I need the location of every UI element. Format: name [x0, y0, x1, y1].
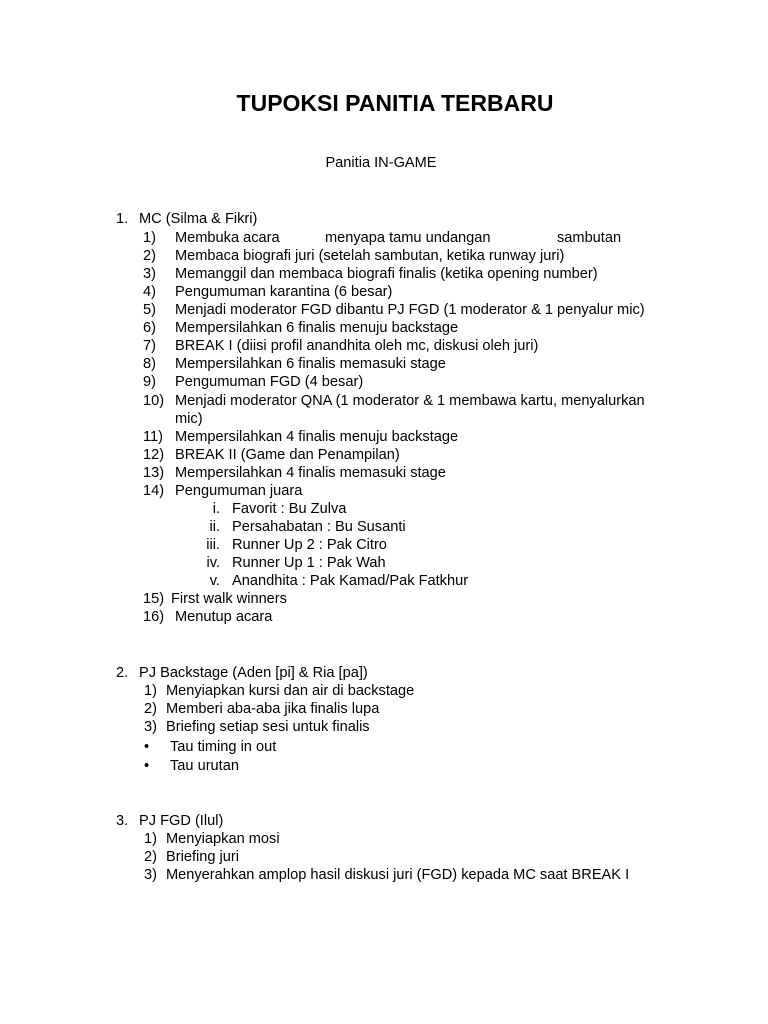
item-text: menyapa tamu undangan	[325, 230, 491, 246]
item-number: 3)	[144, 867, 157, 883]
item-number: 11)	[143, 429, 164, 445]
item-text: Pengumuman FGD (4 besar)	[175, 374, 364, 390]
item-number: 14)	[143, 483, 165, 499]
subitem-number: iii.	[206, 537, 220, 553]
item-text: Mempersilahkan 4 finalis menuju backstage	[175, 429, 459, 445]
item-text: Menyiapkan kursi dan air di backstage	[166, 683, 415, 699]
item-text: Pengumuman karantina (6 besar)	[175, 284, 393, 300]
item-number: 6)	[143, 320, 156, 336]
subitem-text: Anandhita : Pak Kamad/Pak Fatkhur	[232, 573, 469, 589]
item-number: 10)	[143, 393, 165, 409]
item-text: Menutup acara	[175, 609, 273, 625]
item-number: 3)	[143, 266, 156, 282]
section-heading: PJ FGD (Ilul)	[139, 813, 224, 829]
item-text: Menjadi moderator QNA (1 moderator & 1 membawa kartu, menyalurkan	[175, 393, 645, 409]
item-number: 16)	[143, 609, 165, 625]
item-number: 12)	[143, 447, 165, 463]
section-number: 2.	[116, 665, 129, 681]
item-text: Membuka acara	[175, 230, 280, 246]
bullet-icon: •	[144, 758, 150, 774]
item-number: 2)	[144, 849, 157, 865]
item-number: 13)	[143, 465, 165, 481]
item-text: Pengumuman juara	[175, 483, 303, 499]
item-text: Mempersilahkan 6 finalis menuju backstage	[175, 320, 459, 336]
item-text: Briefing juri	[166, 849, 239, 865]
subitem-number: v.	[209, 573, 220, 589]
item-text: Mempersilahkan 4 finalis memasuki stage	[175, 465, 446, 481]
item-text: First walk winners	[171, 591, 287, 607]
item-number: 7)	[143, 338, 156, 354]
subitem-number: ii.	[209, 519, 220, 535]
item-number: 15)	[143, 591, 165, 607]
item-text: Menyerahkan amplop hasil diskusi juri (FGD) kepada MC saat BREAK I	[166, 867, 630, 883]
item-text: Menyiapkan mosi	[166, 831, 280, 847]
item-number: 1)	[144, 683, 157, 699]
item-text: BREAK I (diisi profil anandhita oleh mc, diskusi oleh juri)	[175, 338, 539, 354]
section-heading: MC (Silma & Fikri)	[139, 211, 258, 227]
item-number: 8)	[143, 356, 156, 372]
section-number: 1.	[116, 211, 129, 227]
item-text: BREAK II (Game dan Penampilan)	[175, 447, 400, 463]
item-text: sambutan	[557, 230, 622, 246]
item-number: 1)	[143, 230, 156, 246]
bullet-icon: •	[144, 739, 150, 755]
item-text: Briefing setiap sesi untuk finalis	[166, 719, 370, 735]
item-number: 4)	[143, 284, 156, 300]
subitem-text: Runner Up 2 : Pak Citro	[232, 537, 387, 553]
bullet-text: Tau urutan	[170, 758, 239, 774]
subitem-number: iv.	[206, 555, 220, 571]
item-number: 9)	[143, 374, 156, 390]
item-text: Menjadi moderator FGD dibantu PJ FGD (1 moderator & 1 penyalur mic)	[175, 302, 645, 318]
item-text: Membaca biografi juri (setelah sambutan, ketika runway juri)	[175, 248, 565, 264]
item-number: 2)	[144, 701, 157, 717]
item-number: 5)	[143, 302, 156, 318]
item-text: Memanggil dan membaca biografi finalis (ketika opening number)	[175, 266, 598, 282]
item-text: Memberi aba-aba jika finalis lupa	[166, 701, 380, 717]
item-number: 2)	[143, 248, 156, 264]
subitem-number: i.	[212, 501, 220, 517]
bullet-text: Tau timing in out	[170, 739, 277, 755]
item-number: 1)	[144, 831, 157, 847]
section-number: 3.	[116, 813, 129, 829]
section-heading: PJ Backstage (Aden [pi] & Ria [pa])	[139, 665, 368, 681]
page-title: TUPOKSI PANITIA TERBARU	[236, 90, 554, 116]
subitem-text: Favorit : Bu Zulva	[232, 501, 347, 517]
item-number: 3)	[144, 719, 157, 735]
page-subtitle: Panitia IN-GAME	[325, 155, 437, 171]
item-text: Mempersilahkan 6 finalis memasuki stage	[175, 356, 446, 372]
item-text-continued: mic)	[175, 411, 203, 427]
subitem-text: Runner Up 1 : Pak Wah	[232, 555, 386, 571]
subitem-text: Persahabatan : Bu Susanti	[232, 519, 406, 535]
